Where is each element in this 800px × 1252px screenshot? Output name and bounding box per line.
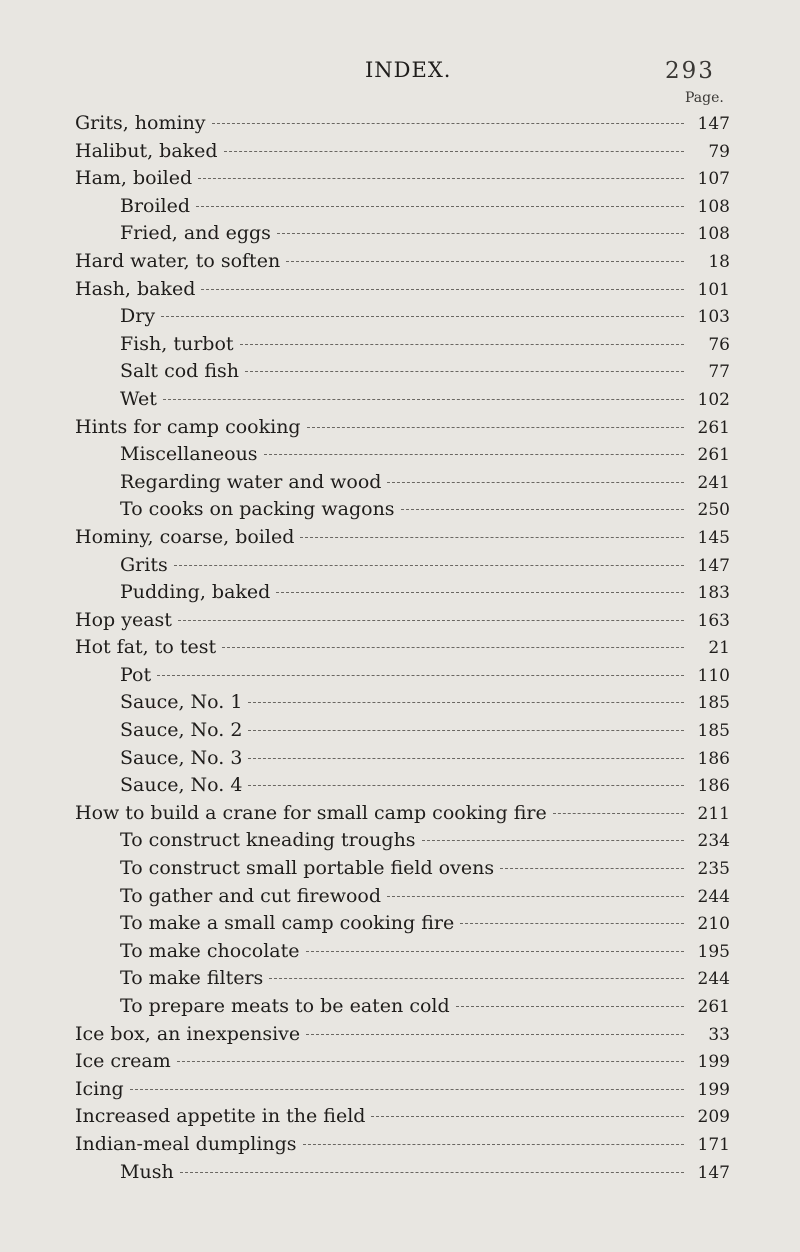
entry-label: Sauce, No. 4 — [120, 774, 243, 797]
entry-page-number: 79 — [708, 141, 730, 162]
index-subentry — [75, 910, 730, 938]
index-entry — [75, 276, 730, 304]
entry-page-number: 234 — [697, 831, 730, 852]
entry-label: Sauce, No. 3 — [120, 746, 243, 769]
index-subentry — [75, 855, 730, 883]
dot-leader — [180, 1172, 684, 1173]
entry-label: How to build a crane for small camp cooking fire — [75, 801, 547, 824]
entry-label: To construct small portable field ovens — [120, 857, 495, 880]
index-subentry — [75, 331, 730, 359]
index-subentry — [75, 441, 730, 469]
entry-page-number: 261 — [697, 997, 730, 1017]
dot-leader — [460, 923, 684, 924]
entry-label: Fried, and eggs — [120, 222, 271, 245]
index-subentry — [75, 303, 730, 331]
page-title: INDEX. — [365, 58, 452, 82]
dot-leader — [198, 178, 684, 179]
entry-page-number: 76 — [708, 334, 730, 355]
dot-leader — [201, 289, 684, 290]
index-subentry — [75, 386, 730, 414]
entry-label: To make chocolate — [120, 939, 300, 962]
entry-page-number: 102 — [697, 389, 730, 410]
dot-leader — [177, 1061, 684, 1062]
entry-page-number: 185 — [697, 693, 730, 714]
page-header — [0, 58, 800, 88]
dot-leader — [248, 702, 684, 703]
index-entry — [75, 110, 730, 138]
index-subentry — [75, 745, 730, 773]
entry-label: Hop yeast — [75, 608, 172, 631]
index-entry — [75, 1131, 730, 1159]
entry-page-number: 186 — [697, 748, 730, 769]
index-subentry — [75, 883, 730, 911]
index-subentry — [75, 717, 730, 745]
entry-label: Grits — [120, 553, 168, 576]
page-number: 293 — [665, 58, 715, 84]
dot-leader — [300, 537, 684, 538]
index-subentry — [75, 827, 730, 855]
entry-page-number: 244 — [697, 969, 730, 990]
entry-page-number: 210 — [697, 914, 730, 935]
dot-leader — [212, 123, 684, 124]
dot-leader — [277, 233, 684, 234]
index-entry — [75, 1048, 730, 1076]
entry-label: Miscellaneous — [120, 443, 258, 466]
entry-label: Sauce, No. 2 — [120, 719, 243, 742]
index-entries — [75, 110, 730, 1186]
index-subentry — [75, 1159, 730, 1187]
dot-leader — [500, 868, 684, 869]
index-entry — [75, 524, 730, 552]
index-entry — [75, 165, 730, 193]
entry-label: Ice box, an inexpensive — [75, 1022, 301, 1045]
entry-page-number: 108 — [697, 224, 730, 245]
dot-leader — [307, 427, 684, 428]
entry-label: To make a small camp cooking fire — [120, 912, 455, 935]
index-entry — [75, 607, 730, 635]
index-entry — [75, 414, 730, 442]
dot-leader — [456, 1006, 684, 1007]
entry-page-number: 103 — [697, 307, 730, 328]
entry-page-number: 199 — [697, 1052, 730, 1073]
entry-page-number: 261 — [697, 417, 730, 438]
index-subentry — [75, 552, 730, 580]
index-entry — [75, 1076, 730, 1104]
index-subentry — [75, 993, 730, 1021]
dot-leader — [178, 620, 684, 621]
entry-page-number: 185 — [697, 721, 730, 742]
entry-page-number: 18 — [708, 251, 730, 272]
dot-leader — [401, 509, 684, 510]
entry-page-number: 108 — [697, 196, 730, 217]
index-subentry — [75, 938, 730, 966]
entry-label: Fish, turbot — [120, 332, 234, 355]
entry-page-number: 110 — [697, 665, 730, 686]
index-subentry — [75, 662, 730, 690]
index-entry — [75, 1103, 730, 1131]
index-subentry — [75, 469, 730, 497]
entry-page-number: 147 — [697, 114, 730, 134]
entry-label: To cooks on packing wagons — [120, 498, 395, 521]
index-subentry — [75, 689, 730, 717]
dot-leader — [306, 1034, 684, 1035]
index-entry — [75, 248, 730, 276]
entry-label: Pudding, baked — [120, 581, 271, 604]
entry-label: Indian-meal dumplings — [75, 1132, 297, 1155]
dot-leader — [248, 730, 684, 731]
dot-leader — [306, 951, 685, 952]
index-subentry — [75, 496, 730, 524]
entry-page-number: 199 — [697, 1079, 730, 1100]
entry-label: Increased appetite in the field — [75, 1105, 366, 1128]
entry-page-number: 77 — [708, 362, 730, 383]
dot-leader — [269, 978, 684, 979]
dot-leader — [371, 1116, 684, 1117]
dot-leader — [224, 151, 684, 152]
entry-page-number: 235 — [697, 859, 730, 880]
entry-label: Ham, boiled — [75, 167, 193, 190]
entry-label: Wet — [120, 387, 157, 410]
entry-label: To construct kneading troughs — [120, 829, 416, 852]
entry-label: To make filters — [120, 967, 264, 990]
dot-leader — [248, 785, 684, 786]
dot-leader — [161, 316, 684, 317]
dot-leader — [264, 454, 684, 455]
dot-leader — [245, 371, 684, 372]
entry-label: Sauce, No. 1 — [120, 691, 243, 714]
entry-label: Hominy, coarse, boiled — [75, 525, 295, 548]
entry-page-number: 147 — [697, 1162, 730, 1183]
dot-leader — [248, 758, 684, 759]
entry-label: Grits, hominy — [75, 112, 206, 134]
index-entry — [75, 800, 730, 828]
dot-leader — [222, 647, 684, 648]
index-subentry — [75, 220, 730, 248]
dot-leader — [163, 399, 684, 400]
entry-label: Dry — [120, 305, 156, 328]
dot-leader — [387, 482, 684, 483]
dot-leader — [157, 675, 684, 676]
entry-label: Icing — [75, 1077, 124, 1100]
entry-label: Broiled — [120, 194, 191, 217]
index-subentry — [75, 772, 730, 800]
entry-label: Hints for camp cooking — [75, 415, 301, 438]
index-entry — [75, 1021, 730, 1049]
entry-page-number: 101 — [697, 279, 730, 300]
dot-leader — [553, 813, 684, 814]
entry-label: To prepare meats to be eaten cold — [120, 995, 450, 1017]
entry-page-number: 261 — [697, 445, 730, 466]
entry-label: Ice cream — [75, 1050, 171, 1073]
dot-leader — [303, 1144, 684, 1145]
index-subentry — [75, 358, 730, 386]
entry-page-number: 107 — [697, 169, 730, 190]
dot-leader — [174, 565, 684, 566]
entry-label: Hot fat, to test — [75, 636, 217, 659]
entry-label: Halibut, baked — [75, 139, 218, 162]
entry-label: Regarding water and wood — [120, 470, 382, 493]
entry-page-number: 163 — [697, 610, 730, 631]
page-column-label: Page. — [685, 90, 724, 106]
index-subentry — [75, 579, 730, 607]
index-entry — [75, 138, 730, 166]
index-subentry — [75, 193, 730, 221]
entry-label: Mush — [120, 1160, 174, 1183]
entry-page-number: 145 — [697, 527, 730, 548]
entry-page-number: 147 — [697, 555, 730, 576]
index-subentry — [75, 965, 730, 993]
dot-leader — [240, 344, 684, 345]
entry-label: Pot — [120, 663, 152, 686]
entry-page-number: 21 — [708, 638, 730, 659]
entry-page-number: 241 — [697, 472, 730, 493]
dot-leader — [276, 592, 684, 593]
entry-label: Salt cod fish — [120, 360, 240, 383]
entry-page-number: 33 — [708, 1024, 730, 1045]
entry-page-number: 171 — [697, 1134, 730, 1155]
entry-label: Hard water, to soften — [75, 249, 281, 272]
entry-label: To gather and cut firewood — [120, 884, 382, 907]
entry-page-number: 211 — [697, 803, 730, 824]
dot-leader — [286, 261, 684, 262]
entry-page-number: 244 — [697, 886, 730, 907]
dot-leader — [422, 840, 684, 841]
entry-page-number: 186 — [697, 776, 730, 797]
entry-page-number: 183 — [697, 583, 730, 604]
dot-leader — [130, 1089, 684, 1090]
entry-page-number: 250 — [697, 500, 730, 521]
index-entry — [75, 634, 730, 662]
dot-leader — [196, 206, 684, 207]
entry-page-number: 209 — [697, 1107, 730, 1128]
dot-leader — [387, 896, 684, 897]
entry-label: Hash, baked — [75, 277, 196, 300]
entry-page-number: 195 — [697, 941, 730, 962]
